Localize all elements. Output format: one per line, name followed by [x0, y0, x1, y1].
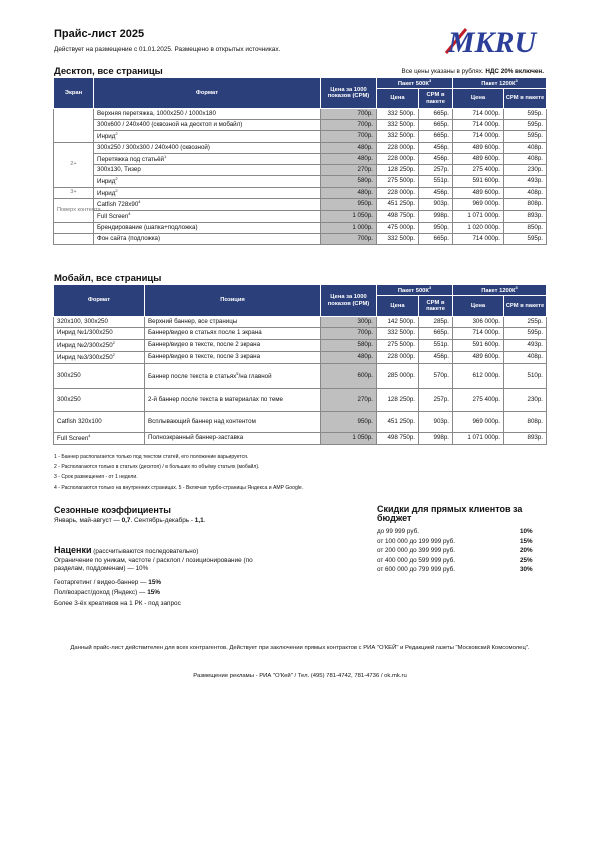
cpm-cell: 270р. [321, 389, 377, 412]
cpm-1200k-cell: 408р. [504, 188, 547, 199]
cpm-cell: 480р. [321, 188, 377, 199]
col-pack-1200k [453, 78, 547, 89]
table-row [54, 109, 547, 120]
format-label: Full Screen [57, 435, 89, 443]
price-1200k-cell: 591 600р. [453, 340, 504, 352]
position-cell [145, 412, 321, 433]
table-row [54, 352, 547, 364]
format-cell [54, 433, 145, 445]
col-cpm-1200k: CPM в пакете [504, 296, 547, 317]
format-cell [94, 234, 321, 245]
cpm-1200k-cell: 408р. [504, 352, 547, 364]
table-row [54, 165, 547, 176]
col-cpm-1200k: CPM в пакете [504, 89, 547, 109]
cpm-1200k-cell: 808р. [504, 412, 547, 433]
markup-heading [54, 545, 198, 555]
season-value-b: 1,1 [194, 517, 204, 524]
price-500k-cell: 451 250р. [377, 412, 419, 433]
pack-500k-label: Пакет 500К [397, 287, 429, 294]
format-cell [94, 131, 321, 143]
cpm-cell: 480р. [321, 154, 377, 165]
price-1200k-cell: 969 000р. [453, 199, 504, 211]
cpm-cell: 480р. [321, 143, 377, 154]
position-label: Баннер/видео в тексте, после 2 экрана [148, 341, 261, 349]
table-row [54, 143, 547, 154]
discount-range: от 200 000 до 399 999 руб. [377, 547, 455, 554]
col-pack-500k [377, 285, 453, 296]
table-row [54, 154, 547, 165]
pack-500k-label: Пакет 500К [397, 80, 429, 87]
position-cell [145, 340, 321, 352]
price-1200k-cell: 714 000р. [453, 120, 504, 131]
format-label: Catfish 728х90 [97, 201, 139, 209]
season-text-a: Январь, май-август — [54, 517, 122, 524]
price-500k-cell: 285 000р. [377, 364, 419, 389]
footer-contacts: Размещение рекламы - РИА "О'Кей" / Тел. (495) 781-4742, 781-4736 / ok.mk.ru [193, 673, 407, 679]
cpm-1200k-cell: 595р. [504, 328, 547, 340]
position-label: Полноэкранный баннер-заставка [148, 434, 244, 442]
pack-1200k-sup: 3 [515, 284, 518, 290]
cpm-500k-cell: 665р. [419, 120, 453, 131]
pack-1200k-label: Пакет 1200К [481, 80, 516, 87]
table-row [54, 188, 547, 199]
pack-1200k-sup: 3 [515, 77, 518, 83]
page-title: Прайс-лист 2025 [54, 28, 145, 40]
cpm-500k-cell: 551р. [419, 176, 453, 188]
discount-range: до 99 999 руб. [377, 528, 419, 535]
col-screen: Экран [54, 78, 94, 109]
markup-line-3 [54, 589, 160, 597]
price-500k-cell: 498 750р. [377, 433, 419, 445]
page-subtitle: Действует на размещение с 01.01.2025. Размещено в открытых источниках. [54, 46, 281, 53]
footnote-ref: 2 [112, 352, 115, 358]
cpm-cell: 270р. [321, 165, 377, 176]
markup-title: Наценки [54, 545, 92, 555]
footnote-ref: 2 [112, 340, 115, 346]
screen-cell [54, 234, 94, 245]
price-500k-cell: 228 000р. [377, 188, 419, 199]
col-cpm: Цена за 1000 показов (CPM) [321, 285, 377, 317]
format-cell [54, 340, 145, 352]
price-1200k-cell: 306 000р. [453, 317, 504, 328]
footnote-ref: 4 [128, 211, 131, 217]
markup-line-3-value: 15% [147, 589, 160, 596]
cpm-500k-cell: 285р. [419, 317, 453, 328]
cpm-1200k-cell: 595р. [504, 131, 547, 143]
cpm-1200k-cell: 230р. [504, 165, 547, 176]
cpm-cell: 950р. [321, 199, 377, 211]
table-row [54, 234, 547, 245]
screen-cell: 2+ [54, 143, 94, 188]
col-pack-500k [377, 78, 453, 89]
position-cell [145, 352, 321, 364]
discount-range: от 100 000 до 199 999 руб. [377, 538, 455, 545]
format-label: Инрид №3/300х250 [57, 354, 113, 362]
col-position: Позиция [145, 285, 321, 317]
footnote-ref: 1 [164, 153, 167, 159]
footnote-ref: 4 [138, 199, 141, 205]
mk-logo [436, 26, 548, 59]
season-value-a: 0,7 [121, 517, 131, 524]
season-text-c: . [203, 517, 206, 524]
cpm-1200k-cell: 255р. [504, 317, 547, 328]
cpm-500k-cell: 950р. [419, 223, 453, 234]
col-format: Формат [94, 78, 321, 109]
season-title: Сезонные коэффициенты [54, 505, 171, 515]
screen-cell [54, 109, 94, 143]
cpm-cell: 700р. [321, 131, 377, 143]
format-label: Брендирование (шапка+подложка) [97, 223, 198, 231]
cpm-1200k-cell: 510р. [504, 364, 547, 389]
vat-note: НДС 20% включен. [485, 68, 544, 75]
format-cell [94, 211, 321, 223]
cpm-cell: 300р. [321, 317, 377, 328]
position-label: 2-й баннер после текста в материалах по теме [148, 395, 283, 403]
cpm-500k-cell: 551р. [419, 340, 453, 352]
footnote-4: 4 - Располагаются только на внутренних страницах. 5 - Включая турбо-страницы Яндекса и AMP Google. [54, 485, 304, 491]
price-500k-cell: 332 500р. [377, 109, 419, 120]
footnote-1: 1 - Баннер располагается только под текстом статей, его положение варьируется. [54, 454, 249, 460]
discount-range: от 400 000 до 599 999 руб. [377, 557, 455, 564]
position-label: Баннер/видео в тексте, после 3 экрана [148, 353, 261, 361]
discount-percent: 20% [520, 547, 533, 554]
desktop-section-title: Десктоп, все страницы [54, 66, 163, 77]
cpm-500k-cell: 903р. [419, 199, 453, 211]
price-500k-cell: 332 500р. [377, 131, 419, 143]
cpm-cell: 950р. [321, 412, 377, 433]
position-label: Всплывающий баннер над контентом [148, 417, 256, 425]
price-1200k-cell: 969 000р. [453, 412, 504, 433]
cpm-cell: 480р. [321, 352, 377, 364]
format-label: 300х600 / 240х400 (сквозной на десктоп и мобайл) [97, 120, 243, 128]
price-1200k-cell: 714 000р. [453, 109, 504, 120]
table-row [54, 412, 547, 433]
pack-500k-sup: 3 [428, 77, 432, 83]
table-row [54, 433, 547, 445]
cpm-1200k-cell: 408р. [504, 143, 547, 154]
format-cell [94, 143, 321, 154]
cpm-cell: 700р. [321, 328, 377, 340]
discounts-title: Скидки для прямых клиентов за бюджет [377, 504, 523, 524]
price-500k-cell: 475 000р. [377, 223, 419, 234]
markup-line-2 [54, 579, 161, 587]
cpm-cell: 700р. [321, 120, 377, 131]
format-label: Инрид №2/300х250 [57, 342, 113, 350]
cpm-1200k-cell: 595р. [504, 109, 547, 120]
screen-cell: Поверх контента [54, 199, 94, 223]
format-cell [94, 120, 321, 131]
logo-text: MKRU [447, 26, 537, 59]
col-cpm: Цена за 1000 показов (CPM) [321, 78, 377, 109]
cpm-500k-cell: 570р. [419, 364, 453, 389]
prices-note [402, 68, 544, 75]
table-row [54, 131, 547, 143]
price-1200k-cell: 1 020 000р. [453, 223, 504, 234]
position-label: Верхний баннер, все страницы [148, 317, 238, 325]
price-500k-cell: 275 500р. [377, 340, 419, 352]
format-cell [94, 165, 321, 176]
footnote-ref: 2 [115, 131, 118, 137]
discount-percent: 10% [520, 528, 533, 535]
format-cell [54, 352, 145, 364]
cpm-500k-cell: 456р. [419, 154, 453, 165]
price-500k-cell: 128 250р. [377, 165, 419, 176]
position-cell [145, 317, 321, 328]
price-500k-cell: 332 500р. [377, 328, 419, 340]
cpm-500k-cell: 665р. [419, 109, 453, 120]
col-pack-1200k [453, 285, 547, 296]
format-cell [54, 412, 145, 433]
format-label: 300х250 [57, 371, 81, 379]
footnote-ref: 2 [115, 187, 118, 193]
price-1200k-cell: 489 600р. [453, 143, 504, 154]
cpm-1200k-cell: 493р. [504, 176, 547, 188]
format-label: Инрид №1/300х250 [57, 329, 113, 337]
price-500k-cell: 275 500р. [377, 176, 419, 188]
price-1200k-cell: 489 600р. [453, 188, 504, 199]
position-label: Баннер после текста в статьях [148, 372, 237, 380]
table-row [54, 120, 547, 131]
price-1200k-cell: 1 071 000р. [453, 211, 504, 223]
format-cell [54, 389, 145, 412]
price-1200k-cell: 612 000р. [453, 364, 504, 389]
markup-line-3-text: Пол/возраст/доход (Яндекс) — [54, 589, 148, 596]
discount-range: от 600 000 до 799 999 руб. [377, 566, 455, 573]
format-label: 300х250 / 300х300 / 240х400 (сквозной) [97, 143, 210, 151]
cpm-cell: 580р. [321, 340, 377, 352]
col-price-500k: Цена [377, 89, 419, 109]
format-label: 300х250 [57, 395, 81, 403]
footnote-3: 3 - Срок размещения - от 1 недели. [54, 474, 138, 480]
pack-1200k-label: Пакет 1200К [481, 287, 516, 294]
desktop-price-table [53, 77, 547, 245]
cpm-500k-cell: 665р. [419, 131, 453, 143]
cpm-1200k-cell: 893р. [504, 211, 547, 223]
cpm-500k-cell: 998р. [419, 433, 453, 445]
format-label: 320х100, 300х250 [57, 317, 108, 325]
format-label: Перетяжка под статьёй [97, 155, 164, 163]
table-row [54, 328, 547, 340]
col-price-1200k: Цена [453, 89, 504, 109]
price-1200k-cell: 714 000р. [453, 328, 504, 340]
format-label: Инрид [97, 189, 116, 197]
discount-percent: 15% [520, 538, 533, 545]
position-label: Баннер/видео в статьях после 1 экрана [148, 329, 262, 337]
format-cell [94, 199, 321, 211]
cpm-1200k-cell: 408р. [504, 154, 547, 165]
price-1200k-cell: 275 400р. [453, 165, 504, 176]
cpm-cell: 1 050р. [321, 433, 377, 445]
format-cell [94, 109, 321, 120]
cpm-500k-cell: 257р. [419, 389, 453, 412]
col-price-500k: Цена [377, 296, 419, 317]
cpm-500k-cell: 665р. [419, 234, 453, 245]
format-label: Catfish 320х100 [57, 417, 102, 425]
cpm-cell: 700р. [321, 234, 377, 245]
discount-percent: 25% [520, 557, 533, 564]
mobile-section-title: Мобайл, все страницы [54, 273, 162, 284]
season-text-b: . Сентябрь-декабрь - [130, 517, 195, 524]
cpm-500k-cell: 998р. [419, 211, 453, 223]
format-label: Инрид [97, 178, 116, 186]
cpm-cell: 1 050р. [321, 211, 377, 223]
table-row [54, 199, 547, 211]
footnote-ref: 5 [236, 370, 239, 376]
price-1200k-cell: 489 600р. [453, 154, 504, 165]
format-label: Верхняя перетяжка, 1000х250 / 1000х180 [97, 109, 216, 117]
table-row [54, 317, 547, 328]
cpm-500k-cell: 456р. [419, 188, 453, 199]
table-row [54, 223, 547, 234]
price-1200k-cell: 714 000р. [453, 234, 504, 245]
cpm-cell: 700р. [321, 109, 377, 120]
price-500k-cell: 451 250р. [377, 199, 419, 211]
position-label-suffix: /на главной [238, 372, 272, 380]
price-500k-cell: 228 000р. [377, 154, 419, 165]
screen-cell [54, 223, 94, 234]
table-row [54, 389, 547, 412]
screen-cell: 3+ [54, 188, 94, 199]
format-cell [54, 364, 145, 389]
cpm-500k-cell: 257р. [419, 165, 453, 176]
cpm-cell: 1 000р. [321, 223, 377, 234]
col-cpm-500k: CPM в пакете [419, 296, 453, 317]
price-500k-cell: 228 000р. [377, 143, 419, 154]
position-cell [145, 328, 321, 340]
format-cell [94, 188, 321, 199]
format-label: Инрид [97, 133, 116, 141]
footnote-ref: 4 [88, 433, 91, 439]
position-cell [145, 433, 321, 445]
markup-line-1: Ограничение по уникам, частоте / расклоп / позиционирование (по разделам, поддоменам) — 10% [54, 557, 253, 573]
cpm-cell: 600р. [321, 364, 377, 389]
cpm-1200k-cell: 493р. [504, 340, 547, 352]
format-cell [94, 154, 321, 165]
price-1200k-cell: 489 600р. [453, 352, 504, 364]
markup-line-4: Более 3-ёх креативов на 1 РК - под запрос [54, 600, 181, 607]
col-price-1200k: Цена [453, 296, 504, 317]
discount-percent: 30% [520, 566, 533, 573]
mobile-price-table [53, 284, 547, 445]
cpm-500k-cell: 456р. [419, 143, 453, 154]
cpm-1200k-cell: 893р. [504, 433, 547, 445]
cpm-500k-cell: 903р. [419, 412, 453, 433]
prices-note-text: Все цены указаны в рублях. [401, 68, 486, 75]
cpm-cell: 580р. [321, 176, 377, 188]
cpm-500k-cell: 665р. [419, 328, 453, 340]
format-label: Full Screen [97, 213, 129, 221]
price-500k-cell: 142 500р. [377, 317, 419, 328]
price-500k-cell: 332 500р. [377, 120, 419, 131]
position-cell [145, 364, 321, 389]
footnote-2: 2 - Располагаются только в статьях (десктоп) / в больших по объёму статьях (мобайл). [54, 464, 260, 470]
format-cell [54, 317, 145, 328]
markup-line-2-text: Геотаргетинг / видео-баннер — [54, 579, 149, 586]
price-500k-cell: 128 250р. [377, 389, 419, 412]
table-row [54, 176, 547, 188]
cpm-500k-cell: 456р. [419, 352, 453, 364]
table-row [54, 211, 547, 223]
footer-disclaimer: Данный прайс-лист действителен для всех контрагентов. Действует при заключении прямых контрактов с РИА "О'КЕЙ" и Редакцией газеты "Московский Комсомолец". [70, 645, 530, 651]
pack-500k-sup: 3 [428, 284, 432, 290]
cpm-1200k-cell: 230р. [504, 389, 547, 412]
format-cell [94, 223, 321, 234]
season-text [54, 517, 205, 524]
price-500k-cell: 332 500р. [377, 234, 419, 245]
cpm-1200k-cell: 850р. [504, 223, 547, 234]
price-500k-cell: 498 750р. [377, 211, 419, 223]
position-cell [145, 389, 321, 412]
markup-line-2-value: 15% [148, 579, 162, 586]
price-500k-cell: 228 000р. [377, 352, 419, 364]
price-1200k-cell: 591 600р. [453, 176, 504, 188]
table-row [54, 364, 547, 389]
format-cell [54, 328, 145, 340]
cpm-1200k-cell: 808р. [504, 199, 547, 211]
price-1200k-cell: 275 400р. [453, 389, 504, 412]
col-format: Формат [54, 285, 145, 317]
table-row [54, 340, 547, 352]
col-cpm-500k: CPM в пакете [419, 89, 453, 109]
format-label: 300х130, Тизер [97, 165, 141, 173]
cpm-1200k-cell: 595р. [504, 120, 547, 131]
price-1200k-cell: 714 000р. [453, 131, 504, 143]
cpm-1200k-cell: 595р. [504, 234, 547, 245]
footnote-ref: 2 [115, 176, 118, 182]
price-1200k-cell: 1 071 000р. [453, 433, 504, 445]
markup-note: (рассчитываются последовательно) [91, 548, 199, 555]
format-label: Фон сайта (подложка) [97, 234, 161, 242]
format-cell [94, 176, 321, 188]
